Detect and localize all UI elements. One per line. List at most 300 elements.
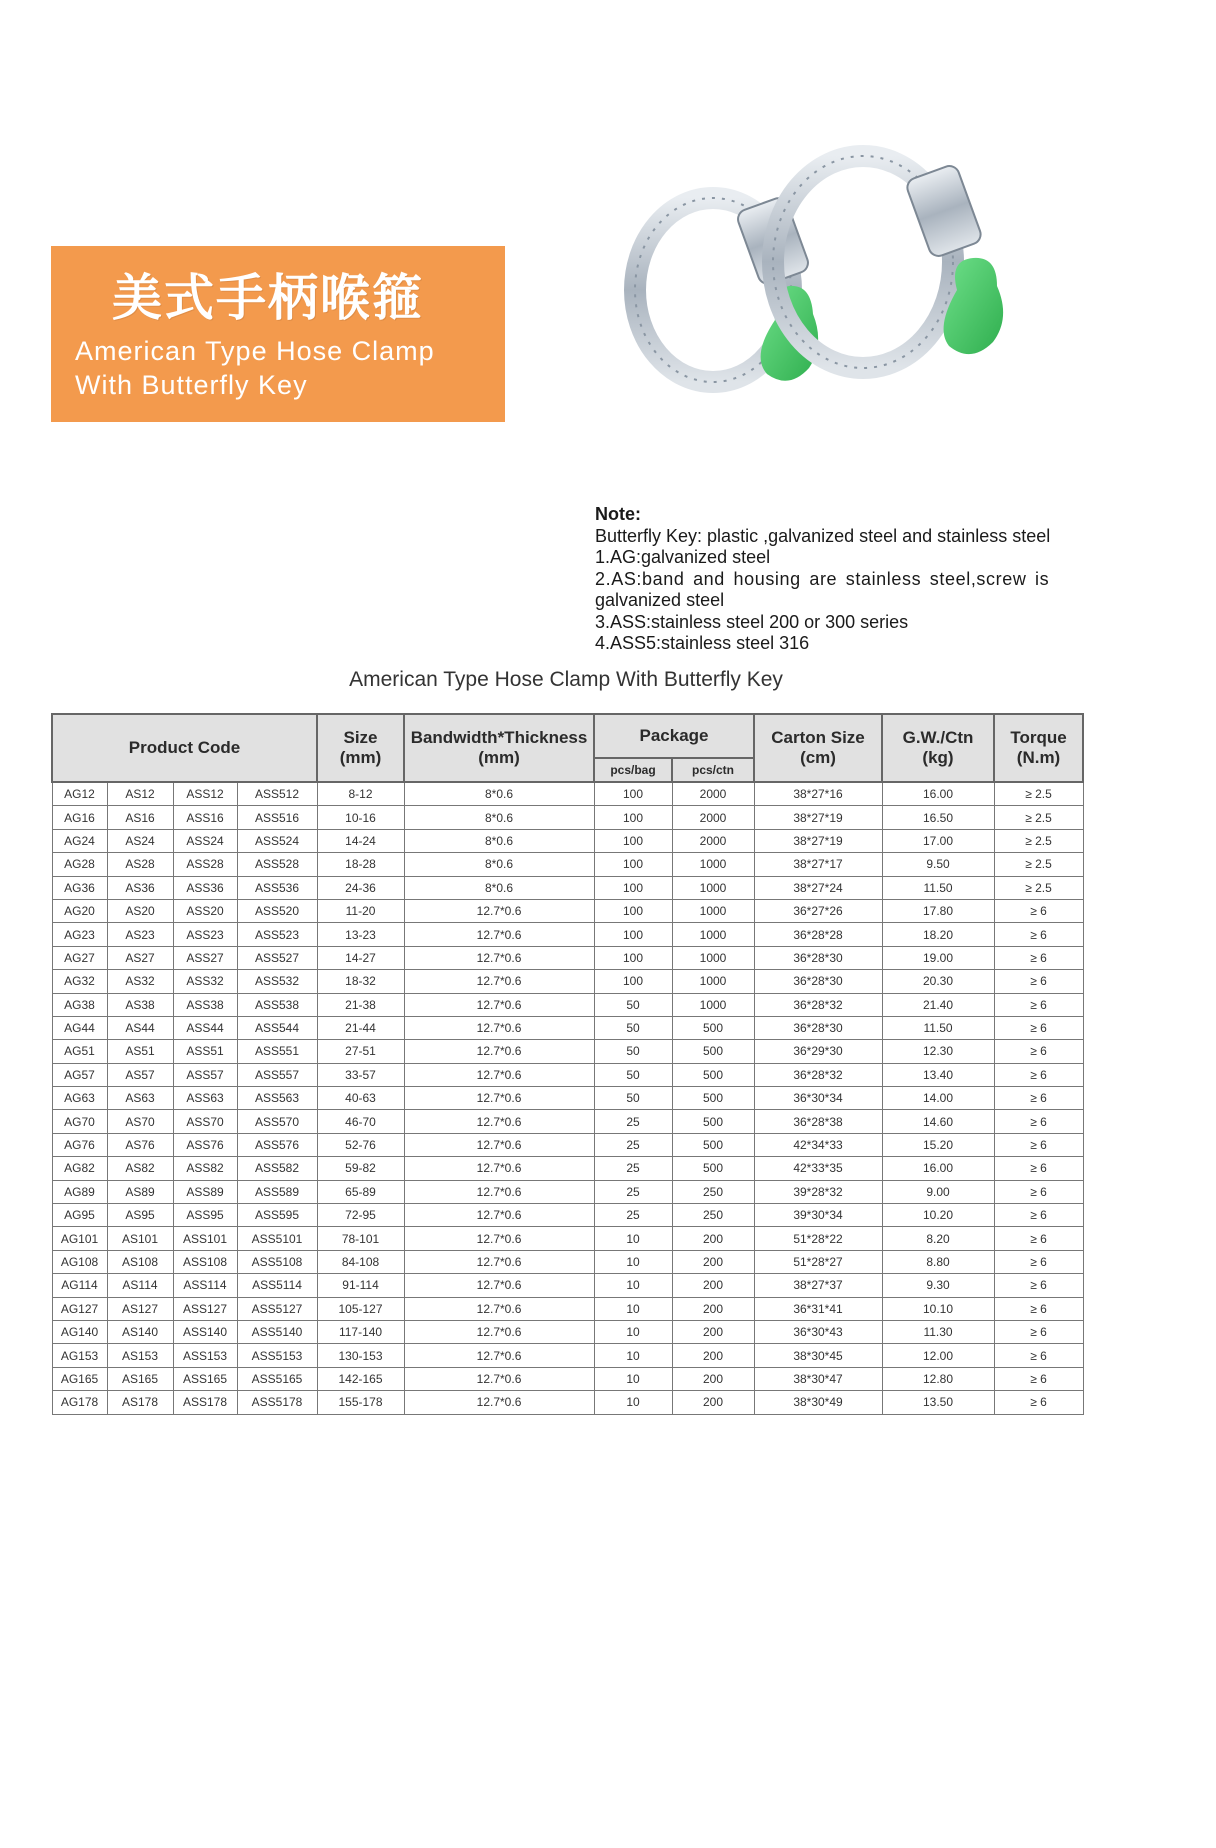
header-bandwidth-thickness: Bandwidth*Thickness (mm) [404, 714, 594, 782]
cell-pcs-per-carton: 200 [672, 1367, 754, 1390]
cell-as-code: AS51 [107, 1040, 173, 1063]
cell-carton-size: 38*27*19 [754, 806, 882, 829]
cell-gross-weight: 12.00 [882, 1344, 994, 1367]
cell-carton-size: 36*31*41 [754, 1297, 882, 1320]
cell-torque: ≥ 6 [994, 1367, 1083, 1390]
cell-ass-code: ASS153 [173, 1344, 237, 1367]
cell-pcs-per-bag: 25 [594, 1204, 672, 1227]
cell-gross-weight: 18.20 [882, 923, 994, 946]
cell-torque: ≥ 6 [994, 1016, 1083, 1039]
cell-bandwidth-thickness: 12.7*0.6 [404, 970, 594, 993]
cell-gross-weight: 14.60 [882, 1110, 994, 1133]
cell-carton-size: 36*28*30 [754, 946, 882, 969]
cell-bandwidth-thickness: 12.7*0.6 [404, 1133, 594, 1156]
cell-ass-code: ASS23 [173, 923, 237, 946]
table-row [52, 829, 1083, 852]
table-row [52, 1016, 1083, 1039]
cell-pcs-per-carton: 200 [672, 1274, 754, 1297]
cell-pcs-per-bag: 25 [594, 1110, 672, 1133]
cell-ag-code: AG165 [52, 1367, 107, 1390]
cell-ass-code: ASS108 [173, 1250, 237, 1273]
cell-size: 91-114 [317, 1274, 404, 1297]
cell-size: 14-27 [317, 946, 404, 969]
cell-ass-code: ASS140 [173, 1320, 237, 1343]
cell-as-code: AS101 [107, 1227, 173, 1250]
cell-size: 78-101 [317, 1227, 404, 1250]
cell-pcs-per-bag: 10 [594, 1344, 672, 1367]
cell-ass5-code: ASS563 [237, 1087, 317, 1110]
cell-ass-code: ASS101 [173, 1227, 237, 1250]
cell-ass-code: ASS28 [173, 853, 237, 876]
cell-bandwidth-thickness: 12.7*0.6 [404, 1250, 594, 1273]
cell-ag-code: AG178 [52, 1391, 107, 1414]
header-carton-size: Carton Size (cm) [754, 714, 882, 782]
note-line: 1.AG:galvanized steel [595, 547, 771, 567]
cell-ag-code: AG114 [52, 1274, 107, 1297]
cell-carton-size: 36*27*26 [754, 899, 882, 922]
cell-carton-size: 42*33*35 [754, 1157, 882, 1180]
cell-ass-code: ASS95 [173, 1204, 237, 1227]
cell-as-code: AS44 [107, 1016, 173, 1039]
cell-pcs-per-carton: 1000 [672, 853, 754, 876]
cell-pcs-per-bag: 50 [594, 1087, 672, 1110]
table-row [52, 1180, 1083, 1203]
cell-torque: ≥ 6 [994, 1157, 1083, 1180]
cell-torque: ≥ 6 [994, 1063, 1083, 1086]
cell-size: 40-63 [317, 1087, 404, 1110]
cell-ass-code: ASS36 [173, 876, 237, 899]
cell-as-code: AS57 [107, 1063, 173, 1086]
cell-pcs-per-carton: 200 [672, 1320, 754, 1343]
cell-pcs-per-carton: 500 [672, 1157, 754, 1180]
cell-ass5-code: ASS524 [237, 829, 317, 852]
cell-ag-code: AG12 [52, 782, 107, 806]
cell-size: 21-38 [317, 993, 404, 1016]
cell-bandwidth-thickness: 12.7*0.6 [404, 923, 594, 946]
cell-size: 84-108 [317, 1250, 404, 1273]
cell-torque: ≥ 6 [994, 1180, 1083, 1203]
cell-ag-code: AG89 [52, 1180, 107, 1203]
cell-ag-code: AG76 [52, 1133, 107, 1156]
cell-pcs-per-bag: 10 [594, 1297, 672, 1320]
cell-pcs-per-bag: 10 [594, 1367, 672, 1390]
cell-pcs-per-bag: 25 [594, 1180, 672, 1203]
cell-bandwidth-thickness: 12.7*0.6 [404, 946, 594, 969]
spec-table [51, 713, 1084, 1415]
table-row [52, 1250, 1083, 1273]
cell-torque: ≥ 6 [994, 1040, 1083, 1063]
cell-pcs-per-carton: 500 [672, 1110, 754, 1133]
cell-bandwidth-thickness: 12.7*0.6 [404, 1040, 594, 1063]
cell-bandwidth-thickness: 12.7*0.6 [404, 1016, 594, 1039]
cell-as-code: AS108 [107, 1250, 173, 1273]
table-row [52, 993, 1083, 1016]
cell-ass5-code: ASS595 [237, 1204, 317, 1227]
cell-gross-weight: 10.20 [882, 1204, 994, 1227]
cell-torque: ≥ 6 [994, 1250, 1083, 1273]
cell-ass5-code: ASS589 [237, 1180, 317, 1203]
cell-ass5-code: ASS532 [237, 970, 317, 993]
table-row [52, 1391, 1083, 1414]
cell-ag-code: AG36 [52, 876, 107, 899]
cell-torque: ≥ 6 [994, 1391, 1083, 1414]
cell-carton-size: 38*27*16 [754, 782, 882, 806]
cell-torque: ≥ 6 [994, 923, 1083, 946]
table-row [52, 1087, 1083, 1110]
cell-as-code: AS24 [107, 829, 173, 852]
table-row [52, 899, 1083, 922]
cell-ass5-code: ASS5114 [237, 1274, 317, 1297]
cell-size: 65-89 [317, 1180, 404, 1203]
cell-carton-size: 38*27*24 [754, 876, 882, 899]
cell-size: 33-57 [317, 1063, 404, 1086]
table-row [52, 1063, 1083, 1086]
banner-title-english-line1: American Type Hose Clamp [75, 336, 435, 366]
cell-bandwidth-thickness: 12.7*0.6 [404, 993, 594, 1016]
cell-bandwidth-thickness: 8*0.6 [404, 829, 594, 852]
cell-ass5-code: ASS520 [237, 899, 317, 922]
table-row [52, 1344, 1083, 1367]
cell-size: 21-44 [317, 1016, 404, 1039]
cell-pcs-per-carton: 500 [672, 1133, 754, 1156]
cell-carton-size: 36*28*30 [754, 1016, 882, 1039]
cell-pcs-per-bag: 100 [594, 829, 672, 852]
table-row [52, 806, 1083, 829]
cell-ag-code: AG38 [52, 993, 107, 1016]
cell-ag-code: AG28 [52, 853, 107, 876]
table-row [52, 1297, 1083, 1320]
cell-gross-weight: 16.50 [882, 806, 994, 829]
cell-pcs-per-carton: 1000 [672, 899, 754, 922]
cell-torque: ≥ 6 [994, 970, 1083, 993]
cell-torque: ≥ 6 [994, 1320, 1083, 1343]
cell-ag-code: AG20 [52, 899, 107, 922]
table-row [52, 1110, 1083, 1133]
notes-block [595, 504, 1085, 655]
cell-ass5-code: ASS523 [237, 923, 317, 946]
cell-pcs-per-carton: 200 [672, 1250, 754, 1273]
cell-ag-code: AG140 [52, 1320, 107, 1343]
cell-bandwidth-thickness: 12.7*0.6 [404, 1274, 594, 1297]
cell-size: 18-28 [317, 853, 404, 876]
cell-torque: ≥ 6 [994, 1110, 1083, 1133]
cell-carton-size: 36*28*32 [754, 1063, 882, 1086]
cell-pcs-per-carton: 2000 [672, 782, 754, 806]
cell-pcs-per-carton: 250 [672, 1204, 754, 1227]
table-row [52, 853, 1083, 876]
cell-gross-weight: 13.40 [882, 1063, 994, 1086]
cell-ag-code: AG153 [52, 1344, 107, 1367]
table-row [52, 1204, 1083, 1227]
cell-size: 52-76 [317, 1133, 404, 1156]
cell-bandwidth-thickness: 12.7*0.6 [404, 1087, 594, 1110]
cell-ag-code: AG127 [52, 1297, 107, 1320]
cell-torque: ≥ 2.5 [994, 806, 1083, 829]
cell-ag-code: AG57 [52, 1063, 107, 1086]
table-row [52, 782, 1083, 806]
cell-ag-code: AG23 [52, 923, 107, 946]
banner-title-chinese: 美式手柄喉箍 [112, 269, 424, 327]
cell-gross-weight: 14.00 [882, 1087, 994, 1110]
cell-ag-code: AG82 [52, 1157, 107, 1180]
cell-ag-code: AG51 [52, 1040, 107, 1063]
table-title: American Type Hose Clamp With Butterfly Key [349, 668, 783, 691]
cell-carton-size: 38*30*47 [754, 1367, 882, 1390]
cell-pcs-per-bag: 100 [594, 853, 672, 876]
cell-size: 130-153 [317, 1344, 404, 1367]
cell-gross-weight: 8.20 [882, 1227, 994, 1250]
cell-bandwidth-thickness: 12.7*0.6 [404, 899, 594, 922]
cell-bandwidth-thickness: 12.7*0.6 [404, 1157, 594, 1180]
cell-size: 117-140 [317, 1320, 404, 1343]
cell-bandwidth-thickness: 12.7*0.6 [404, 1110, 594, 1133]
cell-as-code: AS63 [107, 1087, 173, 1110]
cell-ass5-code: ASS582 [237, 1157, 317, 1180]
cell-ag-code: AG70 [52, 1110, 107, 1133]
cell-ag-code: AG24 [52, 829, 107, 852]
cell-ass5-code: ASS528 [237, 853, 317, 876]
cell-ass5-code: ASS5127 [237, 1297, 317, 1320]
cell-gross-weight: 13.50 [882, 1391, 994, 1414]
cell-ag-code: AG95 [52, 1204, 107, 1227]
cell-as-code: AS89 [107, 1180, 173, 1203]
cell-ass-code: ASS57 [173, 1063, 237, 1086]
cell-size: 14-24 [317, 829, 404, 852]
cell-gross-weight: 15.20 [882, 1133, 994, 1156]
cell-pcs-per-carton: 200 [672, 1391, 754, 1414]
cell-ass5-code: ASS5108 [237, 1250, 317, 1273]
cell-carton-size: 36*28*32 [754, 993, 882, 1016]
cell-gross-weight: 20.30 [882, 970, 994, 993]
cell-ass5-code: ASS570 [237, 1110, 317, 1133]
cell-carton-size: 38*30*49 [754, 1391, 882, 1414]
cell-bandwidth-thickness: 8*0.6 [404, 782, 594, 806]
cell-size: 105-127 [317, 1297, 404, 1320]
cell-as-code: AS27 [107, 946, 173, 969]
cell-pcs-per-carton: 250 [672, 1180, 754, 1203]
cell-ass5-code: ASS5153 [237, 1344, 317, 1367]
cell-carton-size: 36*28*28 [754, 923, 882, 946]
cell-bandwidth-thickness: 12.7*0.6 [404, 1320, 594, 1343]
table-row [52, 1227, 1083, 1250]
cell-pcs-per-bag: 10 [594, 1320, 672, 1343]
cell-pcs-per-carton: 200 [672, 1297, 754, 1320]
cell-ass5-code: ASS557 [237, 1063, 317, 1086]
cell-pcs-per-bag: 10 [594, 1250, 672, 1273]
banner-title-english-line2: With Butterfly Key [75, 370, 308, 400]
cell-size: 10-16 [317, 806, 404, 829]
cell-bandwidth-thickness: 8*0.6 [404, 876, 594, 899]
cell-torque: ≥ 2.5 [994, 853, 1083, 876]
cell-torque: ≥ 6 [994, 1227, 1083, 1250]
cell-bandwidth-thickness: 12.7*0.6 [404, 1391, 594, 1414]
cell-as-code: AS23 [107, 923, 173, 946]
cell-torque: ≥ 6 [994, 1344, 1083, 1367]
cell-ass-code: ASS51 [173, 1040, 237, 1063]
spec-table-body [52, 782, 1083, 1414]
cell-ag-code: AG32 [52, 970, 107, 993]
cell-ass-code: ASS178 [173, 1391, 237, 1414]
cell-ass-code: ASS89 [173, 1180, 237, 1203]
cell-ass5-code: ASS516 [237, 806, 317, 829]
cell-size: 24-36 [317, 876, 404, 899]
cell-as-code: AS82 [107, 1157, 173, 1180]
cell-pcs-per-bag: 50 [594, 1063, 672, 1086]
cell-pcs-per-carton: 1000 [672, 970, 754, 993]
cell-size: 46-70 [317, 1110, 404, 1133]
table-row [52, 923, 1083, 946]
cell-torque: ≥ 6 [994, 1297, 1083, 1320]
cell-carton-size: 36*28*38 [754, 1110, 882, 1133]
cell-torque: ≥ 2.5 [994, 876, 1083, 899]
cell-ass-code: ASS16 [173, 806, 237, 829]
cell-ass5-code: ASS5178 [237, 1391, 317, 1414]
cell-pcs-per-bag: 25 [594, 1133, 672, 1156]
cell-torque: ≥ 6 [994, 1204, 1083, 1227]
cell-bandwidth-thickness: 12.7*0.6 [404, 1297, 594, 1320]
cell-carton-size: 36*30*34 [754, 1087, 882, 1110]
cell-pcs-per-carton: 1000 [672, 876, 754, 899]
cell-as-code: AS153 [107, 1344, 173, 1367]
cell-gross-weight: 19.00 [882, 946, 994, 969]
cell-ass-code: ASS12 [173, 782, 237, 806]
cell-as-code: AS76 [107, 1133, 173, 1156]
cell-pcs-per-bag: 10 [594, 1274, 672, 1297]
cell-carton-size: 51*28*22 [754, 1227, 882, 1250]
cell-gross-weight: 11.30 [882, 1320, 994, 1343]
note-line: Butterfly Key: plastic ,galvanized steel and stainless steel [595, 525, 1051, 546]
cell-size: 18-32 [317, 970, 404, 993]
cell-carton-size: 38*27*19 [754, 829, 882, 852]
cell-pcs-per-carton: 1000 [672, 923, 754, 946]
cell-size: 72-95 [317, 1204, 404, 1227]
header-gross-weight: G.W./Ctn (kg) [882, 714, 994, 782]
cell-as-code: AS95 [107, 1204, 173, 1227]
cell-carton-size: 39*28*32 [754, 1180, 882, 1203]
cell-gross-weight: 9.30 [882, 1274, 994, 1297]
cell-torque: ≥ 6 [994, 946, 1083, 969]
cell-gross-weight: 12.80 [882, 1367, 994, 1390]
cell-gross-weight: 17.80 [882, 899, 994, 922]
cell-bandwidth-thickness: 8*0.6 [404, 853, 594, 876]
cell-gross-weight: 11.50 [882, 876, 994, 899]
cell-as-code: AS140 [107, 1320, 173, 1343]
table-row [52, 946, 1083, 969]
cell-gross-weight: 9.50 [882, 853, 994, 876]
cell-ass5-code: ASS5165 [237, 1367, 317, 1390]
cell-pcs-per-bag: 25 [594, 1157, 672, 1180]
cell-as-code: AS127 [107, 1297, 173, 1320]
cell-ass5-code: ASS512 [237, 782, 317, 806]
table-row [52, 970, 1083, 993]
cell-pcs-per-bag: 100 [594, 806, 672, 829]
note-line: 2.AS:band and housing are stainless steel,screw is [595, 568, 1050, 589]
cell-ass5-code: ASS536 [237, 876, 317, 899]
cell-torque: ≥ 6 [994, 899, 1083, 922]
cell-as-code: AS36 [107, 876, 173, 899]
header-torque: Torque (N.m) [994, 714, 1083, 782]
cell-ag-code: AG27 [52, 946, 107, 969]
cell-as-code: AS178 [107, 1391, 173, 1414]
cell-pcs-per-carton: 500 [672, 1063, 754, 1086]
cell-bandwidth-thickness: 12.7*0.6 [404, 1063, 594, 1086]
cell-ag-code: AG63 [52, 1087, 107, 1110]
notes-title: Note: [595, 504, 641, 524]
cell-ass-code: ASS165 [173, 1367, 237, 1390]
cell-ass-code: ASS24 [173, 829, 237, 852]
cell-pcs-per-carton: 200 [672, 1344, 754, 1367]
title-banner [51, 246, 505, 422]
cell-as-code: AS20 [107, 899, 173, 922]
cell-pcs-per-bag: 100 [594, 876, 672, 899]
cell-gross-weight: 16.00 [882, 1157, 994, 1180]
cell-pcs-per-bag: 100 [594, 899, 672, 922]
cell-ass-code: ASS82 [173, 1157, 237, 1180]
cell-carton-size: 36*29*30 [754, 1040, 882, 1063]
cell-carton-size: 42*34*33 [754, 1133, 882, 1156]
table-row [52, 1157, 1083, 1180]
cell-ass-code: ASS32 [173, 970, 237, 993]
cell-ag-code: AG44 [52, 1016, 107, 1039]
cell-bandwidth-thickness: 12.7*0.6 [404, 1204, 594, 1227]
cell-carton-size: 36*28*30 [754, 970, 882, 993]
cell-pcs-per-bag: 10 [594, 1227, 672, 1250]
cell-gross-weight: 16.00 [882, 782, 994, 806]
cell-carton-size: 38*30*45 [754, 1344, 882, 1367]
cell-pcs-per-bag: 10 [594, 1391, 672, 1414]
cell-pcs-per-bag: 50 [594, 993, 672, 1016]
cell-ass-code: ASS70 [173, 1110, 237, 1133]
table-row [52, 1040, 1083, 1063]
cell-pcs-per-bag: 100 [594, 970, 672, 993]
cell-carton-size: 39*30*34 [754, 1204, 882, 1227]
cell-bandwidth-thickness: 12.7*0.6 [404, 1227, 594, 1250]
cell-size: 59-82 [317, 1157, 404, 1180]
cell-as-code: AS38 [107, 993, 173, 1016]
cell-bandwidth-thickness: 12.7*0.6 [404, 1180, 594, 1203]
cell-size: 155-178 [317, 1391, 404, 1414]
cell-as-code: AS16 [107, 806, 173, 829]
cell-gross-weight: 11.50 [882, 1016, 994, 1039]
hose-clamp-product-image [595, 110, 1135, 440]
cell-pcs-per-carton: 2000 [672, 806, 754, 829]
cell-ass-code: ASS76 [173, 1133, 237, 1156]
table-row [52, 876, 1083, 899]
cell-ass5-code: ASS576 [237, 1133, 317, 1156]
cell-size: 11-20 [317, 899, 404, 922]
cell-pcs-per-carton: 500 [672, 1087, 754, 1110]
cell-gross-weight: 10.10 [882, 1297, 994, 1320]
cell-carton-size: 51*28*27 [754, 1250, 882, 1273]
cell-ass5-code: ASS544 [237, 1016, 317, 1039]
cell-size: 13-23 [317, 923, 404, 946]
cell-torque: ≥ 2.5 [994, 829, 1083, 852]
cell-bandwidth-thickness: 12.7*0.6 [404, 1367, 594, 1390]
cell-as-code: AS12 [107, 782, 173, 806]
header-pcs-per-bag: pcs/bag [594, 758, 672, 782]
cell-ass5-code: ASS551 [237, 1040, 317, 1063]
cell-pcs-per-bag: 100 [594, 946, 672, 969]
cell-ass5-code: ASS527 [237, 946, 317, 969]
table-row [52, 1320, 1083, 1343]
cell-ass-code: ASS27 [173, 946, 237, 969]
cell-pcs-per-carton: 200 [672, 1227, 754, 1250]
cell-size: 142-165 [317, 1367, 404, 1390]
cell-torque: ≥ 6 [994, 1274, 1083, 1297]
cell-ass5-code: ASS5140 [237, 1320, 317, 1343]
cell-gross-weight: 17.00 [882, 829, 994, 852]
cell-torque: ≥ 2.5 [994, 782, 1083, 806]
